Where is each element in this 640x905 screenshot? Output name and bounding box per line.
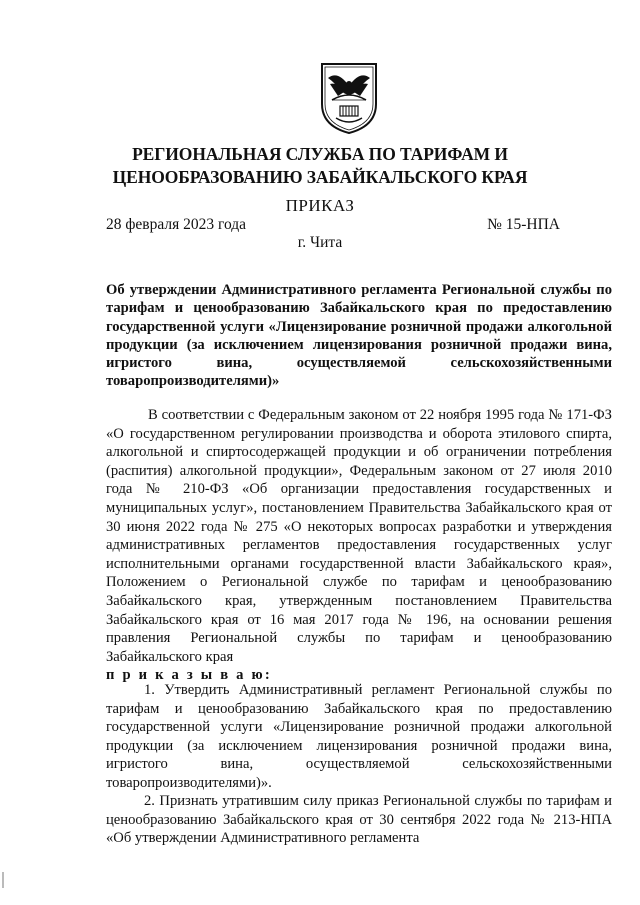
organization-name-line2: ЦЕНООБРАЗОВАНИЮ ЗАБАЙКАЛЬСКОГО КРАЯ bbox=[112, 167, 528, 187]
document-subject: Об утверждении Административного регламента Региональной службы по тарифам и ценообразованию Забайкальского края по предоставлению государственной услуги «Лицензирование розничной продажи алкогольной продукции (за исключением лицензирования розничной продажи вина, игристого вина, осуществляемой сельскохозяйственными товаропроизводителями)» bbox=[106, 282, 612, 390]
order-item-1: 1. Утвердить Административный регламент Региональной службы по тарифам и ценообразованию Забайкальского края по предоставлению государственной услуги «Лицензирование розничной продажи алкогольной продукции (за исключением лицензирования розничной продажи вина, игристого вина, осуществляемой сельскохозяйственными товаропроизводителями)». bbox=[106, 682, 612, 791]
scan-artifact-mark bbox=[2, 872, 4, 888]
order-item-2: 2. Признать утратившим силу приказ Региональной службы по тарифам и ценообразованию Забайкальского края от 30 сентября 2022 года № 213-НПА «Об утверждении Административного регламента bbox=[106, 793, 612, 847]
document-city: г. Чита bbox=[297, 234, 343, 251]
document-type: ПРИКАЗ bbox=[285, 196, 355, 215]
organization-name-line1: РЕГИОНАЛЬНАЯ СЛУЖБА ПО ТАРИФАМ И bbox=[132, 144, 508, 164]
document-number: № 15-НПА bbox=[487, 216, 560, 233]
coat-of-arms-emblem bbox=[316, 60, 382, 136]
organization-name bbox=[100, 143, 540, 189]
order-word: п р и к а з ы в а ю: bbox=[106, 667, 272, 684]
preamble-paragraph bbox=[106, 406, 612, 685]
preamble-text: В соответствии с Федеральным законом от 22 ноября 1995 года № 171-ФЗ «О государственном регулировании производства и оборота этилового спирта, алкогольной и спиртосодержащей продукции и об ограничении потребления (распития) алкогольной продукции», Федеральным законом от 27 июля 2010 года № 210-ФЗ «Об организации предоставления государственных и муниципальных услуг», постановлением Правительства Забайкальского края от 30 июня 2022 года № 275 «О некоторых вопросах разработки и утверждения административных регламентов предоставления государственных услуг исполнительными органами государственной власти Забайкальского края», Положением о Региональной службе по тарифам и ценообразованию Забайкальского края, утвержденным постановлением Правительства Забайкальского края от 16 мая 2017 года № 196, на основании решения правления Региональной службы по тарифам и ценообразованию Забайкальского края bbox=[106, 407, 612, 665]
document-date: 28 февраля 2023 года bbox=[106, 216, 247, 233]
